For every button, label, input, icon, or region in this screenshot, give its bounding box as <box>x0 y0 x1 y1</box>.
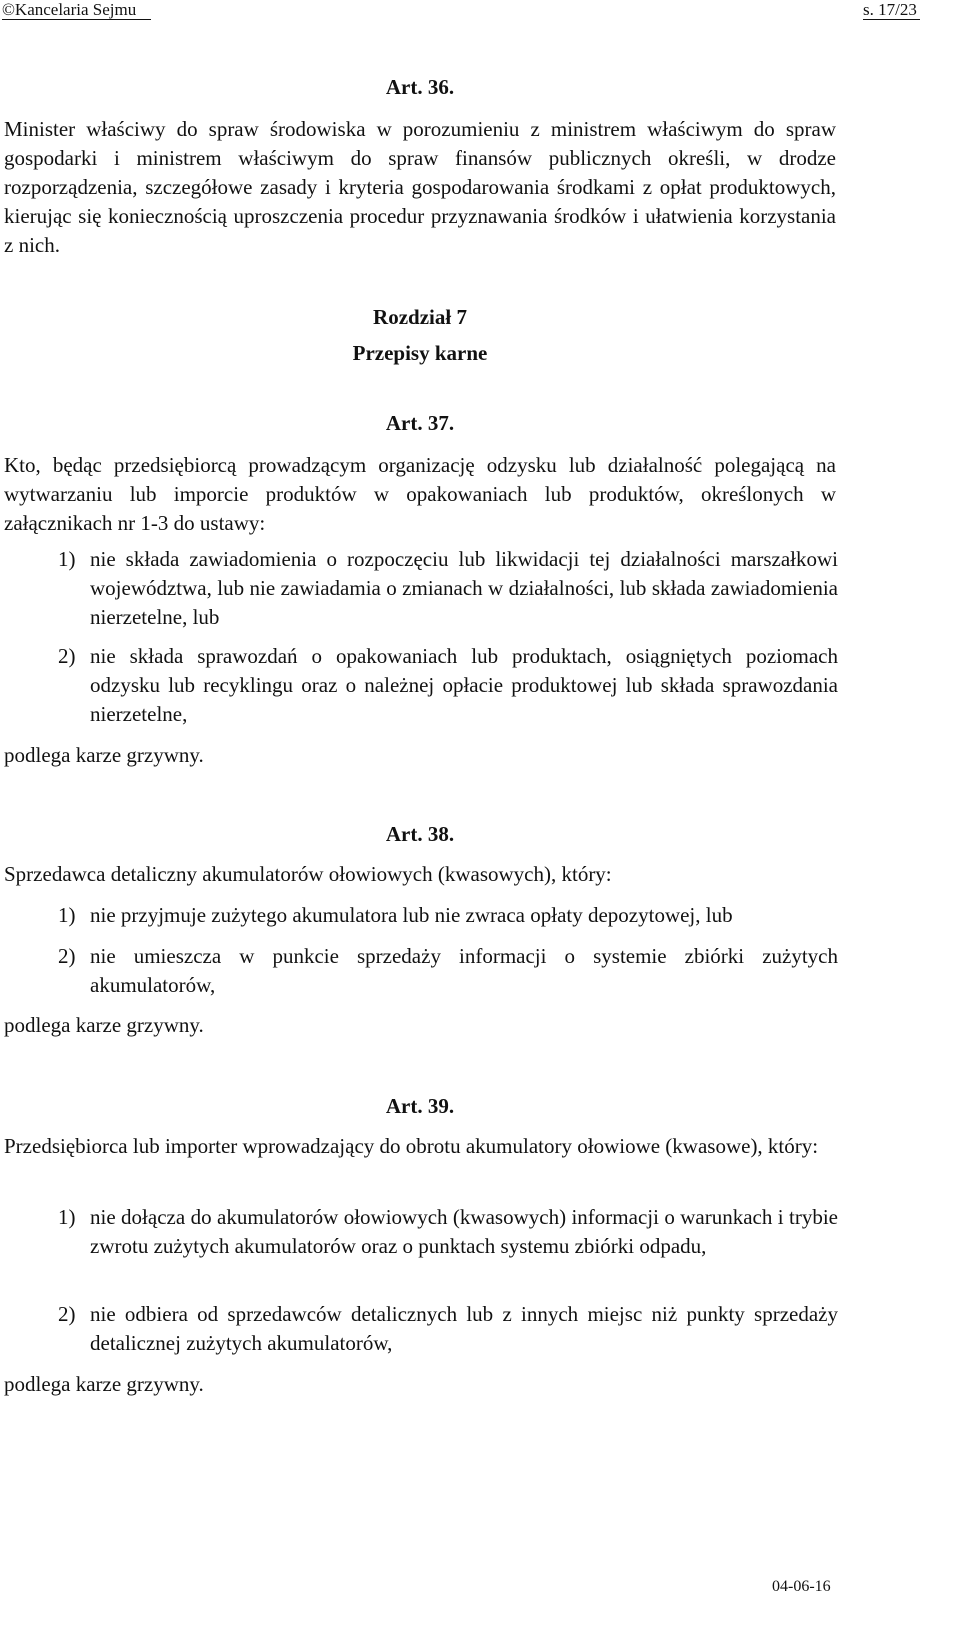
article-39-item-1-number: 1) <box>58 1205 76 1229</box>
header-page-number: s. 17/23 <box>863 0 917 19</box>
article-39-item-2 <box>58 1300 838 1358</box>
article-37-item-2-text: nie składa sprawozdań o opakowaniach lub produktach, osiągniętych poziomach odzysku lub recyklingu oraz o należnej opłacie produktowej lub składa sprawozdania nierzetelne, <box>90 644 838 726</box>
article-38-item-2-text: nie umieszcza w punkcie sprzedaży informacji o systemie zbiórki zużytych akumulatorów, <box>90 944 838 997</box>
article-38-title: Art. 38. <box>385 822 455 846</box>
header-source-underline <box>2 19 151 20</box>
article-38-item-1-number: 1) <box>58 903 76 927</box>
article-37-title: Art. 37. <box>385 411 455 435</box>
article-36-title: Art. 36. <box>385 75 455 99</box>
article-38-penalty: podlega karze grzywny. <box>4 1013 204 1037</box>
article-38-item-1 <box>58 901 838 930</box>
chapter-number: Rozdział 7 <box>373 305 467 329</box>
article-36-text: Minister właściwy do spraw środowiska w porozumieniu z ministrem właściwym do spraw gospodarki i ministrem właściwym do spraw finansów publicznych określi, w drodze rozporządzenia, szczegółowe zasady i kryteria gospodarowania środkami z opłat produktowych, kierując się koniecznością uproszczenia procedur przyznawania środków i ułatwienia korzystania z nich. <box>4 117 836 257</box>
article-39-item-1 <box>58 1203 838 1261</box>
article-38-item-2-number: 2) <box>58 944 76 968</box>
article-39-item-2-number: 2) <box>58 1302 76 1326</box>
article-39-intro: Przedsiębiorca lub importer wprowadzający do obrotu akumulatory ołowiowe (kwasowe), który: <box>4 1134 819 1158</box>
header-source: ©Kancelaria Sejmu <box>2 0 137 19</box>
article-37-item-1-text: nie składa zawiadomienia o rozpoczęciu lub likwidacji tej działalności marszałkowi województwa, lub nie zawiadamia o zmianach w działalności, lub składa zawiadomienia nierzetelne, lub <box>90 547 838 629</box>
article-37-item-2-number: 2) <box>58 644 76 668</box>
page-header <box>0 0 960 30</box>
header-page-number-underline <box>863 19 920 20</box>
footer-date: 04-06-16 <box>772 1578 831 1595</box>
chapter-title: Przepisy karne <box>352 341 488 365</box>
article-37-item-1 <box>58 545 838 632</box>
article-37-penalty: podlega karze grzywny. <box>4 743 204 767</box>
article-39-penalty: podlega karze grzywny. <box>4 1372 204 1396</box>
article-37-item-2 <box>58 642 838 729</box>
article-39-title: Art. 39. <box>385 1094 455 1118</box>
article-39-item-2-text: nie odbiera od sprzedawców detalicznych lub z innych miejsc niż punkty sprzedaży detalicznej zużytych akumulatorów, <box>90 1302 838 1355</box>
article-37-item-1-number: 1) <box>58 547 76 571</box>
article-39-item-1-text: nie dołącza do akumulatorów ołowiowych (kwasowych) informacji o warunkach i trybie zwrotu zużytych akumulatorów oraz o punktach systemu zbiórki odpadu, <box>90 1205 838 1258</box>
article-37-intro: Kto, będąc przedsiębiorcą prowadzącym organizację odzysku lub działalność polegającą na wytwarzaniu lub imporcie produktów w opakowaniach lub produktów, określonych w załącznikach nr 1-3 do ustawy: <box>4 453 836 535</box>
article-38-item-1-text: nie przyjmuje zużytego akumulatora lub nie zwraca opłaty depozytowej, lub <box>90 903 733 927</box>
article-38-intro: Sprzedawca detaliczny akumulatorów ołowiowych (kwasowych), który: <box>4 862 612 886</box>
article-38-item-2 <box>58 942 838 1000</box>
